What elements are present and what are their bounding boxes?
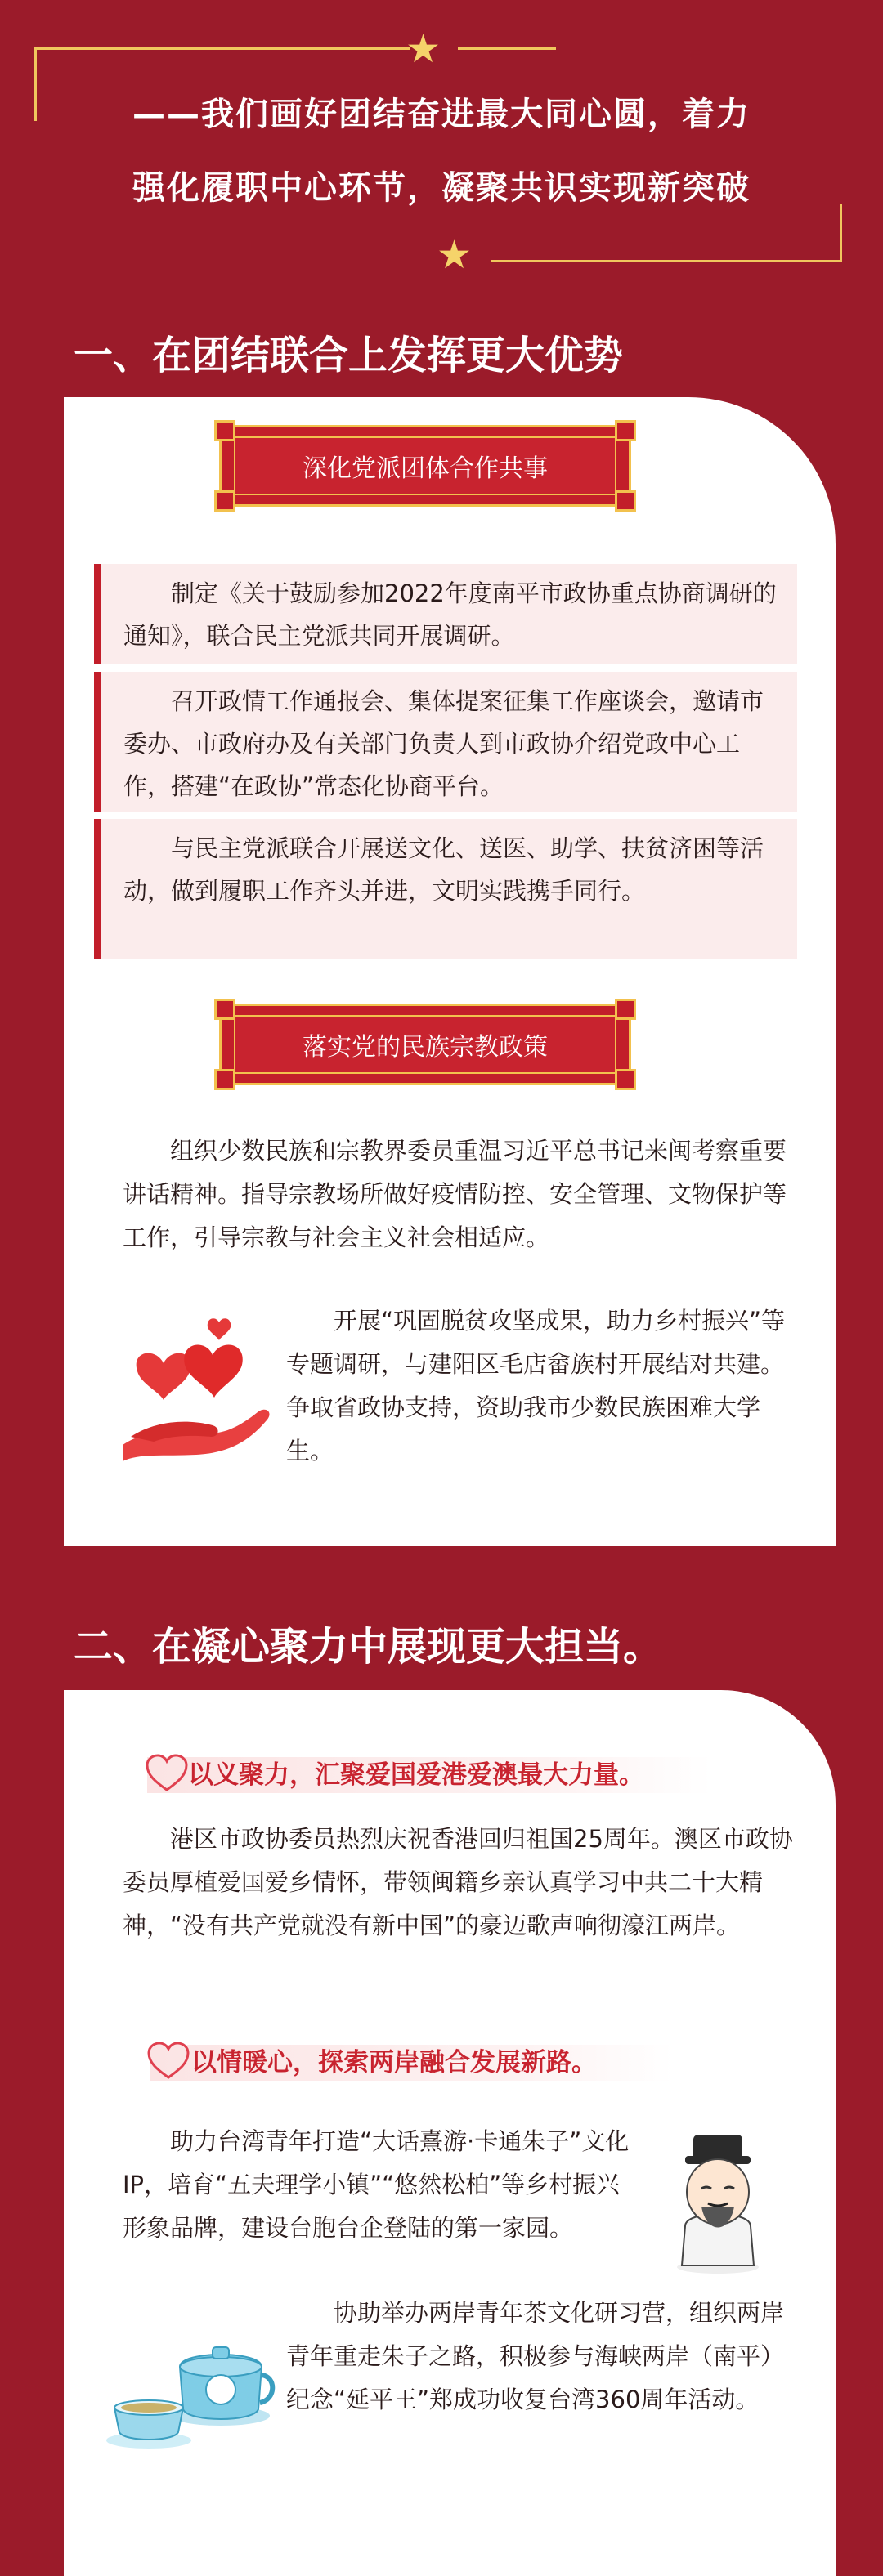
header-bottom-rule	[491, 260, 842, 262]
tea-set-icon	[98, 2318, 278, 2457]
headline-line1: ——我们画好团结奋进最大同心圆，着力	[132, 96, 751, 133]
card-text: 制定《关于鼓励参加2022年度南平市政协重点协商调研的通知》，联合民主党派共同开展调研。	[123, 579, 777, 650]
subheading-cross-strait: 以情暖心，探索两岸融合发展新路。	[150, 2045, 674, 2081]
heart-outline-icon	[146, 2040, 191, 2086]
paragraph-hk-macao: 港区市政协委员热烈庆祝香港回归祖国25周年。澳区市政协委员厚植爱国爱乡情怀，带领闽籍乡亲认真学习中共二十大精神，“没有共产党就没有新中国”的豪迈歌声响彻濠江两岸。	[123, 1825, 793, 1939]
headline-line2: 强化履职中心环节，凝聚共识实现新突破	[132, 169, 751, 207]
paragraph-rural-revival: 开展“巩固脱贫攻坚成果，助力乡村振兴”等专题调研，与建阳区毛店畲族村开展结对共建。争取省政协支持，资助我市少数民族困难大学生。	[286, 1307, 786, 1465]
section2-title: 二、在凝心聚力中展现更大担当。	[74, 1624, 663, 1670]
section1-title: 一、在团结联合上发挥更大优势	[74, 333, 624, 378]
paragraph-tea-culture: 协助举办两岸青年茶文化研习营，组织两岸青年重走朱子之路，积极参与海峡两岸（南平）纪念“延平王”郑成功收复台湾360周年活动。	[286, 2299, 785, 2413]
cartoon-scholar-icon	[661, 2128, 775, 2275]
card-text: 与民主党派联合开展送文化、送医、助学、扶贫济困等活动，做到履职工作齐头并进，文明实践携手同行。	[123, 834, 764, 905]
banner-ethnic-religion	[219, 1004, 631, 1085]
header-top-rule	[34, 47, 410, 50]
subheading-hk-macao: 以义聚力，汇聚爱国爱港爱澳最大力量。	[147, 1757, 711, 1793]
star-icon: ★	[437, 232, 473, 278]
paragraph-taiwan-youth: 助力台湾青年打造“大话熹游·卡通朱子”文化IP，培育“五夫理学小镇”“悠然松柏”等乡村振兴形象品牌，建设台胞台企登陆的第一家园。	[123, 2127, 630, 2242]
info-card-1	[94, 564, 797, 664]
hearts-hand-icon	[114, 1306, 278, 1469]
star-icon: ★	[406, 26, 441, 72]
heart-outline-icon	[144, 1752, 190, 1798]
info-card-3	[94, 819, 797, 959]
header-top-right-rule	[458, 47, 556, 50]
banner-label: 深化党派团体合作共事	[234, 436, 616, 495]
banner-party-cooperation	[219, 425, 631, 507]
header-bottom-right-vertical	[840, 204, 842, 262]
card-text: 召开政情工作通报会、集体提案征集工作座谈会，邀请市委办、市政府办及有关部门负责人到市政协介绍党政中心工作，搭建“在政协”常态化协商平台。	[123, 687, 764, 800]
info-card-2	[94, 672, 797, 812]
banner-label: 落实党的民族宗教政策	[234, 1015, 616, 1074]
paragraph-ethnic-religion: 组织少数民族和宗教界委员重温习近平总书记来闽考察重要讲话精神。指导宗教场所做好疫情防控、安全管理、文物保护等工作，引导宗教与社会主义社会相适应。	[123, 1137, 787, 1251]
